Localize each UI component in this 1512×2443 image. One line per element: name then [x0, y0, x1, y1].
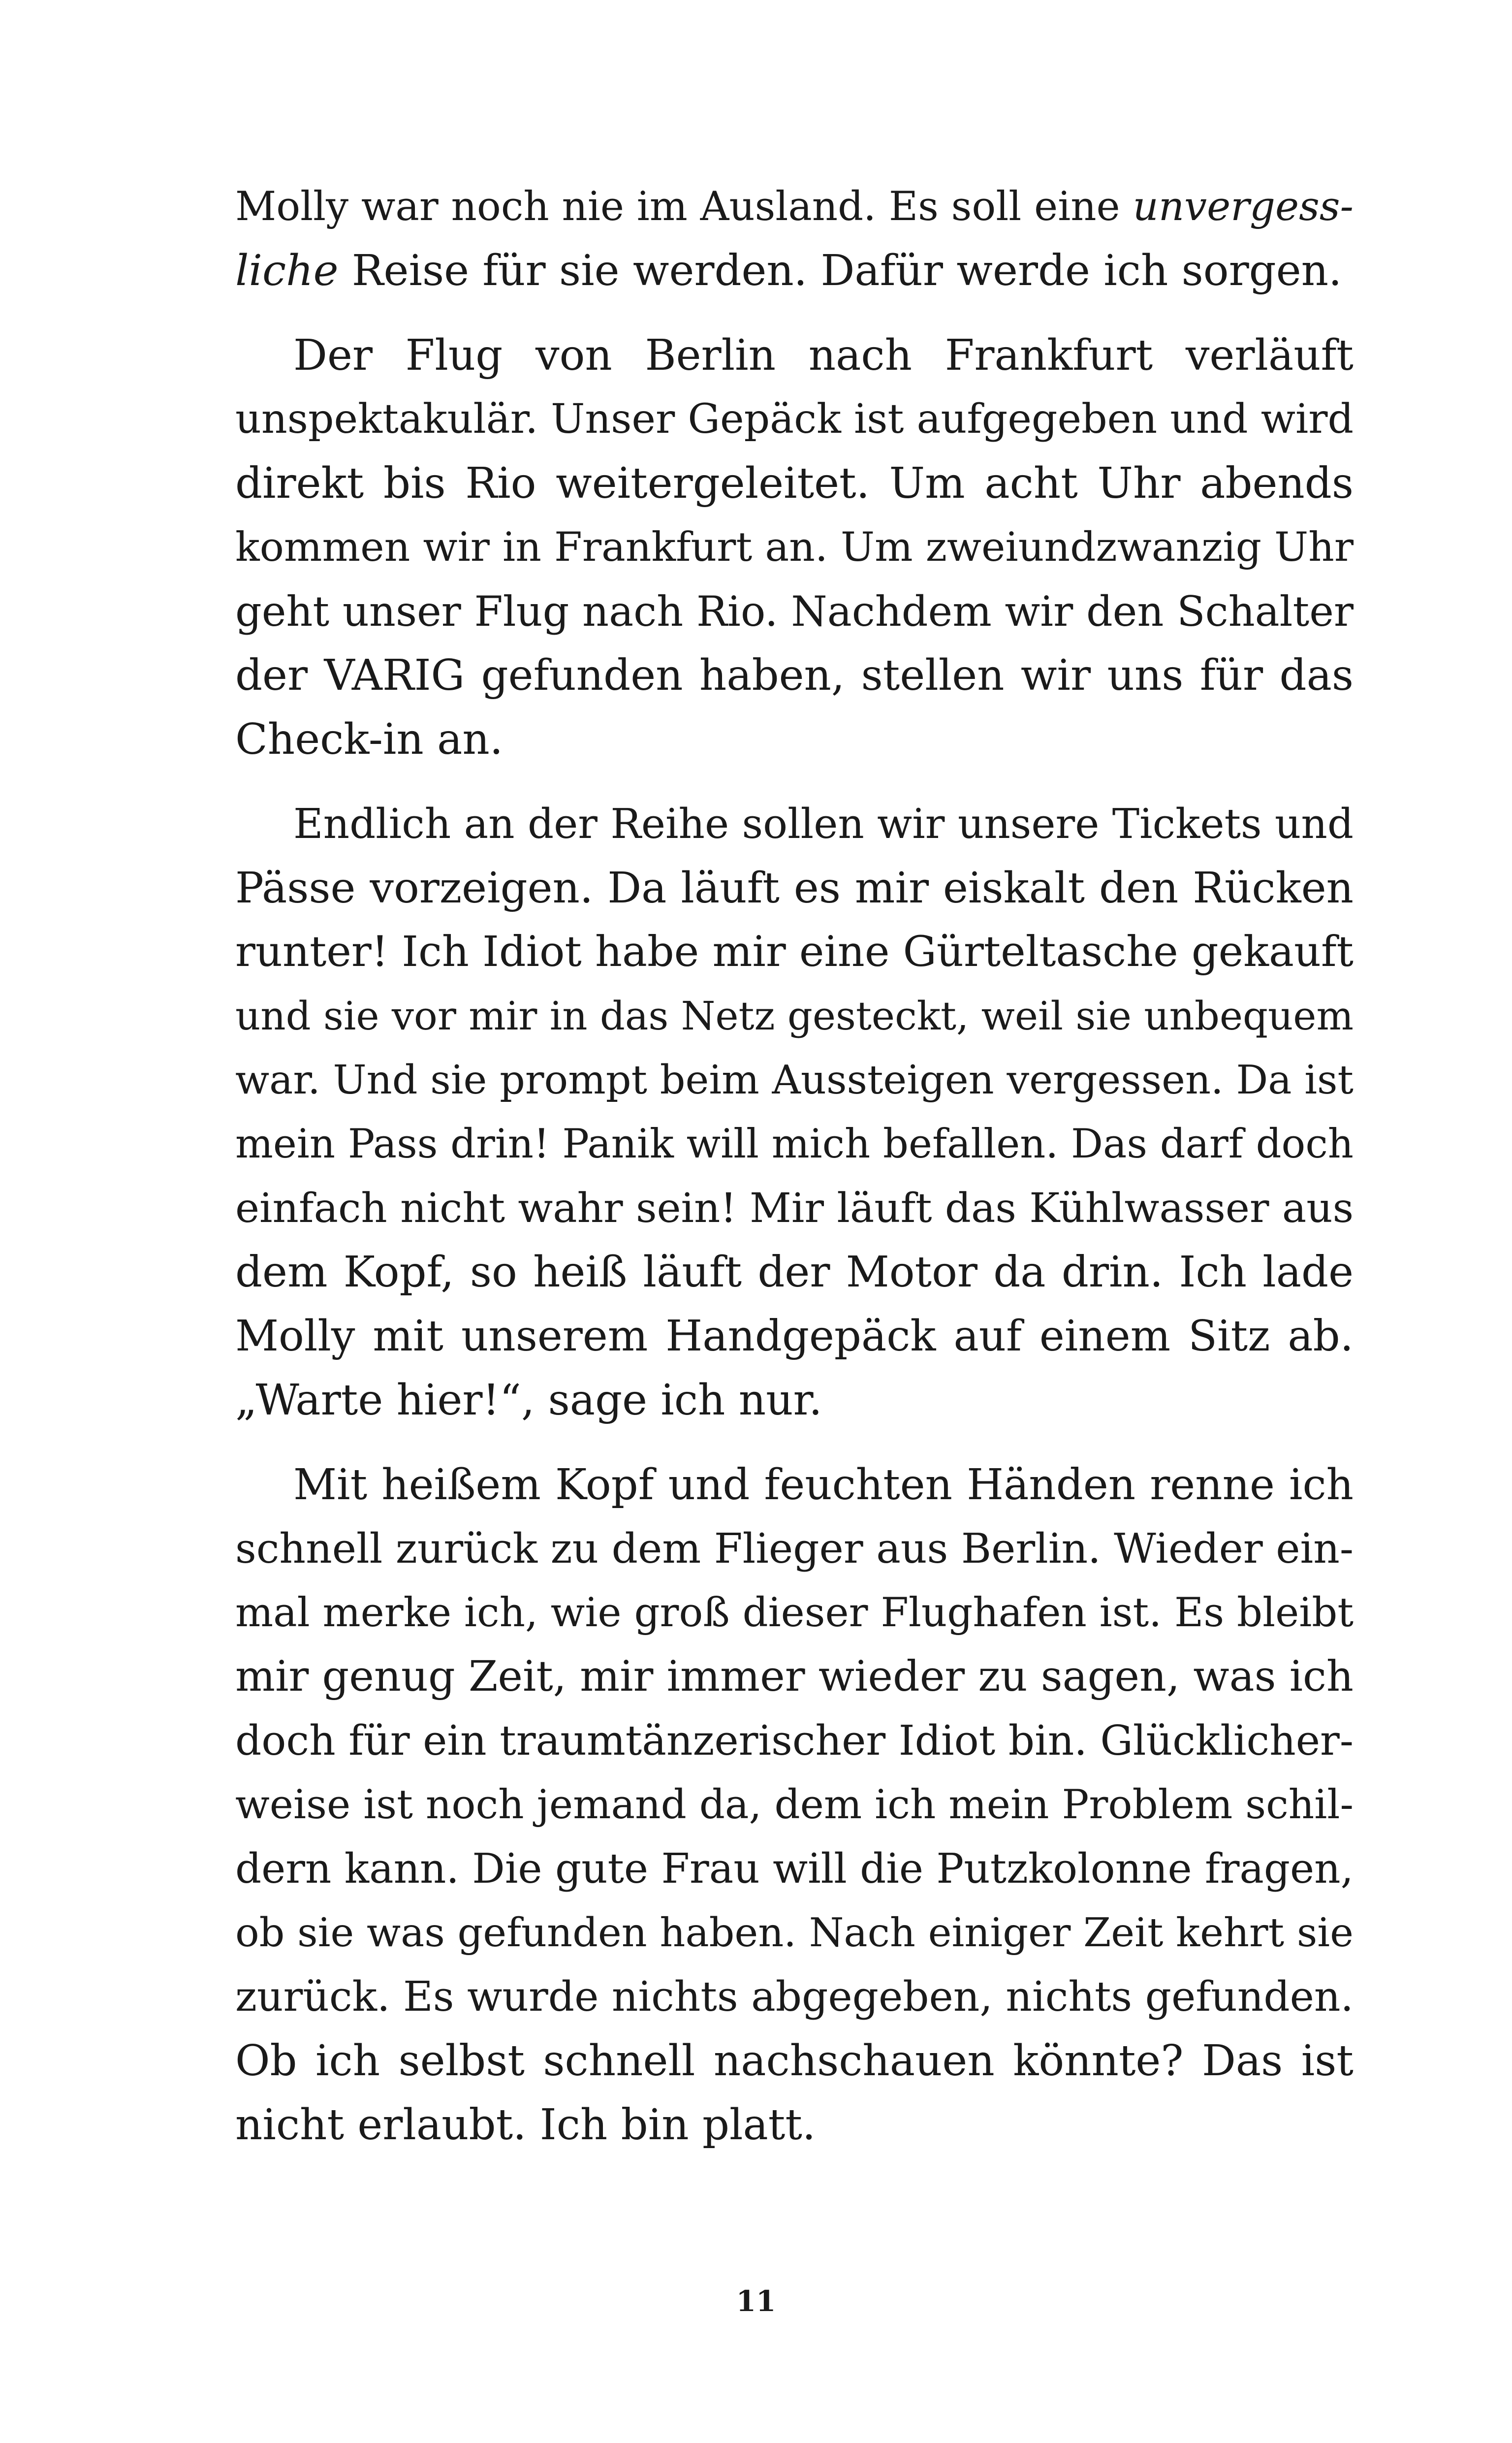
text-line	[235, 1176, 1354, 1240]
body-text	[235, 175, 1354, 2178]
text-run: dem Kopf, so heiß läuft der Motor da drin. Ich lade	[235, 1248, 1354, 1297]
text-line	[235, 387, 1354, 451]
text-line	[235, 1709, 1354, 1773]
page-number: 11	[736, 2284, 776, 2318]
text-run: geht unser Flug nach Rio. Nachdem wir den Schalter	[235, 587, 1354, 636]
text-line	[235, 1517, 1354, 1581]
text-run: einfach nicht wahr sein! Mir läuft das Kühlwasser aus	[235, 1184, 1354, 1232]
paragraph	[235, 175, 1354, 303]
text-run: unspektakulär. Unser Gepäck ist aufgegeben und wird	[235, 396, 1354, 443]
text-line	[235, 2029, 1354, 2093]
text-run: und sie vor mir in das Netz gesteckt, weil sie unbequem	[235, 993, 1354, 1039]
text-line	[235, 920, 1354, 984]
text-run: der VARIG gefunden haben, stellen wir uns für das	[235, 651, 1354, 700]
text-run: schnell zurück zu dem Flieger aus Berlin. Wieder ein-	[235, 1525, 1354, 1573]
text-run: Mit heißem Kopf und feuchten Händen renne ich	[293, 1460, 1354, 1510]
text-line	[235, 515, 1354, 579]
text-line	[235, 1048, 1354, 1112]
text-run: „Warte hier!“, sage ich nur.	[235, 1376, 822, 1425]
text-line	[235, 643, 1354, 707]
paragraph	[235, 792, 1354, 1432]
text-run: mal merke ich, wie groß dieser Flughafen ist. Es bleibt	[235, 1589, 1354, 1636]
text-line	[235, 1453, 1354, 1517]
text-line	[235, 856, 1354, 920]
text-run: Der Flug von Berlin nach Frankfurt verläuft	[293, 331, 1354, 380]
text-run: war. Und sie prompt beim Aussteigen vergessen. Da ist	[235, 1057, 1354, 1103]
text-run: mir genug Zeit, mir immer wieder zu sagen, was ich	[235, 1652, 1354, 1701]
text-line	[235, 984, 1354, 1048]
text-run: direkt bis Rio weitergeleitet. Um acht Uhr abends	[235, 459, 1354, 508]
text-run: Ob ich selbst schnell nachschauen könnte? Das ist	[235, 2036, 1354, 2086]
text-run: Pässe vorzeigen. Da läuft es mir eiskalt den Rücken	[235, 864, 1354, 913]
text-run: Reise für sie werden. Dafür werde ich sorgen.	[338, 246, 1342, 295]
text-run: zurück. Es wurde nichts abgegeben, nichts gefunden.	[235, 1973, 1354, 2021]
paragraph	[235, 323, 1354, 771]
text-line	[235, 1112, 1354, 1176]
text-line	[235, 1581, 1354, 1645]
text-run: weise ist noch jemand da, dem ich mein Problem schil-	[235, 1781, 1354, 1828]
text-line	[235, 707, 1354, 771]
text-run: Molly mit unserem Handgepäck auf einem Sitz ab.	[235, 1312, 1354, 1361]
text-run: runter! Ich Idiot habe mir eine Gürteltasche gekauft	[235, 928, 1354, 976]
italic-text: unvergess-	[1133, 184, 1354, 230]
text-line	[235, 323, 1354, 387]
text-line	[235, 1773, 1354, 1837]
text-line	[235, 1965, 1354, 2029]
text-run: Check-in an.	[235, 715, 504, 764]
text-run: doch für ein traumtänzerischer Idiot bin. Glücklicher-	[235, 1717, 1354, 1765]
text-run: nicht erlaubt. Ich bin platt.	[235, 2100, 816, 2150]
text-line	[235, 175, 1354, 239]
text-line	[235, 1304, 1354, 1368]
text-line	[235, 239, 1354, 303]
text-line	[235, 1240, 1354, 1304]
text-line	[235, 1837, 1354, 1901]
text-line	[235, 451, 1354, 515]
text-run: Endlich an der Reihe sollen wir unsere Tickets und	[293, 800, 1354, 848]
paragraph	[235, 1453, 1354, 2157]
text-line	[235, 1645, 1354, 1709]
text-line	[235, 1368, 1354, 1432]
text-run: mein Pass drin! Panik will mich befallen. Das darf doch	[235, 1121, 1354, 1167]
text-line	[235, 792, 1354, 856]
text-line	[235, 1901, 1354, 1965]
text-line	[235, 579, 1354, 643]
text-run: ob sie was gefunden haben. Nach einiger Zeit kehrt sie	[235, 1910, 1354, 1956]
text-line	[235, 2093, 1354, 2157]
text-run: dern kann. Die gute Frau will die Putzkolonne fragen,	[235, 1845, 1354, 1893]
text-run: Molly war noch nie im Ausland. Es soll eine	[235, 184, 1133, 230]
text-run: kommen wir in Frankfurt an. Um zweiundzwanzig Uhr	[235, 524, 1354, 571]
italic-text: liche	[235, 246, 339, 295]
